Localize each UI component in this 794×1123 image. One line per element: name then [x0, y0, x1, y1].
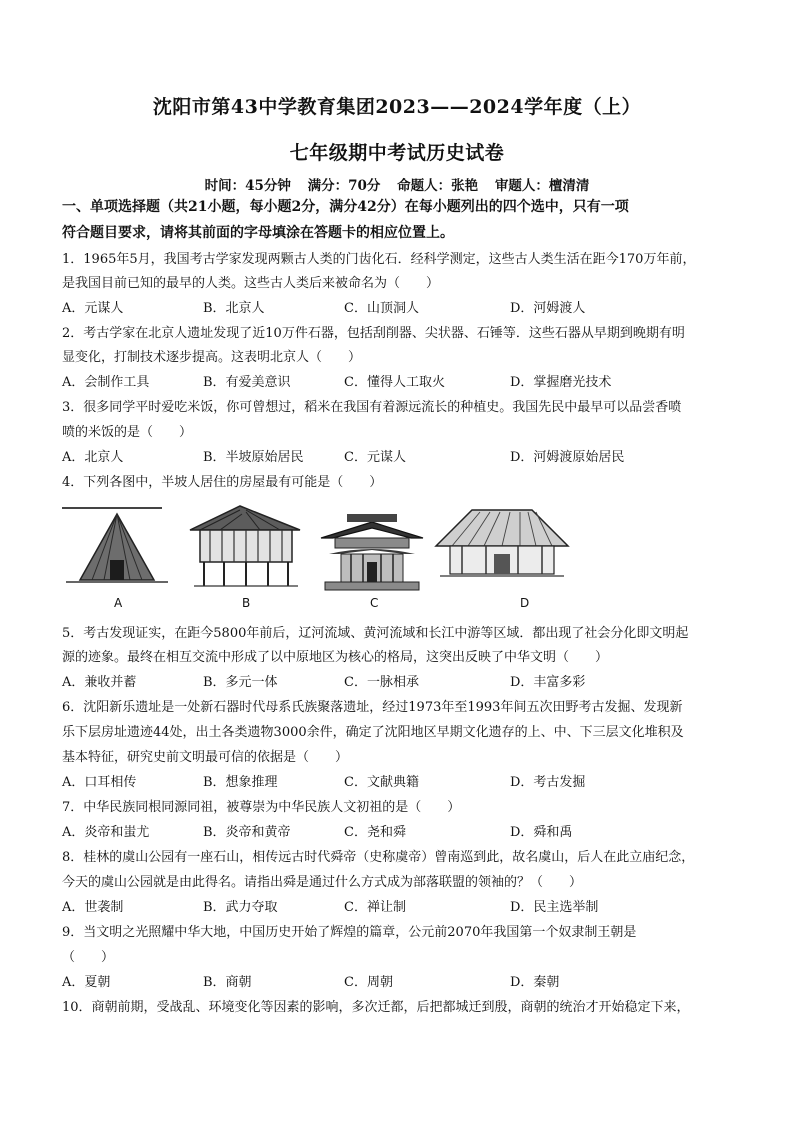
option-b[interactable]: B．武力夺取	[203, 900, 278, 915]
figure-label-b: B	[242, 596, 251, 610]
question-9-line2: （ ）	[62, 950, 115, 965]
exam-title-line1: 沈阳市第43中学教育集团2023——2024学年度（上）	[152, 96, 642, 118]
question-2-options	[62, 370, 742, 395]
exam-time: 时间：45分钟	[204, 178, 291, 194]
exam-author: 命题人：张艳	[397, 178, 479, 194]
option-a[interactable]: A．夏朝	[62, 975, 111, 990]
question-4-line1: 4．下列各图中，半坡人居住的房屋最有可能是（ ）	[62, 475, 383, 490]
option-b[interactable]: B．想象推理	[203, 775, 278, 790]
option-d[interactable]: D．秦朝	[510, 975, 560, 990]
option-b[interactable]: B．商朝	[203, 975, 252, 990]
house-c-image[interactable]	[317, 504, 427, 596]
option-c[interactable]: C．文献典籍	[344, 775, 419, 790]
option-c[interactable]: C．山顶洞人	[344, 301, 419, 316]
section-heading-line1: 一、单项选择题（共21小题，每小题2分，满分42分）在每小题列出的四个选中，只有一项	[62, 199, 629, 215]
figure-label-d: D	[520, 596, 530, 610]
option-a[interactable]: A．会制作工具	[62, 375, 150, 390]
option-c[interactable]: C．禅让制	[344, 900, 406, 915]
question-6-line2: 乐下层房址遗迹44处，出土各类遗物3000余件，确定了沈阳地区早期文化遗存的上、中、下三层文化堆积及	[62, 725, 684, 740]
question-5-line2: 源的迹象。最终在相互交流中形成了以中原地区为核心的格局，这突出反映了中华文明（ ）	[62, 650, 609, 665]
option-b[interactable]: B．炎帝和黄帝	[203, 825, 291, 840]
option-b[interactable]: B．半坡原始居民	[203, 450, 304, 465]
option-d[interactable]: D．掌握磨光技术	[510, 375, 612, 390]
house-d-image[interactable]	[432, 500, 572, 592]
option-c[interactable]: C．一脉相承	[344, 675, 419, 690]
question-7-options	[62, 820, 742, 845]
question-1-options	[62, 296, 742, 321]
option-a[interactable]: A．口耳相传	[62, 775, 137, 790]
question-8-line2: 今天的虞山公园就是由此得名。请指出舜是通过什么方式成为部落联盟的领袖的？（ ）	[62, 875, 583, 890]
option-d[interactable]: D．河姆渡人	[510, 301, 586, 316]
option-a[interactable]: A．兼收并蓄	[62, 675, 137, 690]
option-d[interactable]: D．舜和禹	[510, 825, 573, 840]
question-9-line1: 9．当文明之光照耀中华大地，中国历史开始了辉煌的篇章，公元前2070年我国第一个奴隶制王朝是	[62, 925, 637, 940]
question-8-line1: 8．桂林的虞山公园有一座石山，相传远古时代舜帝（史称虞帝）曾南巡到此，故名虞山，后人在此立庙纪念，	[62, 850, 695, 865]
exam-reviewer: 审题人：檀清清	[494, 178, 590, 194]
question-1-line2: 是我国目前已知的最早的人类。这些古人类后来被命名为（ ）	[62, 276, 440, 291]
question-6-options	[62, 770, 742, 795]
option-c[interactable]: C．尧和舜	[344, 825, 406, 840]
option-b[interactable]: B．多元一体	[203, 675, 278, 690]
option-a[interactable]: A．北京人	[62, 450, 124, 465]
exam-meta	[0, 174, 794, 194]
option-d[interactable]: D．考古发掘	[510, 775, 586, 790]
option-a[interactable]: A．元谋人	[62, 301, 124, 316]
question-8-options	[62, 895, 742, 920]
question-6-line3: 基本特征，研究史前文明最可信的依据是（ ）	[62, 750, 349, 765]
exam-title-line2: 七年级期中考试历史试卷	[289, 142, 505, 164]
question-2-line1: 2．考古学家在北京人遗址发现了近10万件石器，包括刮削器、尖状器、石锤等．这些石器从早期到晚期有明	[62, 326, 685, 341]
house-figures	[62, 500, 622, 618]
house-a-image[interactable]	[62, 502, 172, 594]
house-b-image[interactable]	[180, 500, 310, 592]
option-b[interactable]: B．有爱美意识	[203, 375, 291, 390]
question-6-line1: 6．沈阳新乐遗址是一处新石器时代母系氏族聚落遗址，经过1973年至1993年间五次田野考古发掘、发现新	[62, 700, 683, 715]
option-c[interactable]: C．元谋人	[344, 450, 406, 465]
question-5-line1: 5．考古发现证实，在距今5800年前后，辽河流域、黄河流域和长江中游等区域．都出现了社会分化即文明起	[62, 626, 689, 641]
figure-label-c: C	[370, 596, 379, 610]
option-d[interactable]: D．丰富多彩	[510, 675, 586, 690]
option-c[interactable]: C．懂得人工取火	[344, 375, 445, 390]
question-3-line2: 喷的米饭的是（ ）	[62, 425, 193, 440]
question-3-line1: 3．很多同学平时爱吃米饭，你可曾想过，稻米在我国有着源远流长的种植史。我国先民中最早可以品尝香喷	[62, 400, 682, 415]
question-7-line1: 7．中华民族同根同源同祖，被尊崇为中华民族人文初祖的是（ ）	[62, 800, 461, 815]
question-1-line1: 1．1965年5月，我国考古学家发现两颗古人类的门齿化石．经科学测定，这些古人类生活在距今170万年前，	[62, 252, 696, 267]
question-2-line2: 显变化，打制技术逐步提高。这表明北京人（ ）	[62, 350, 362, 365]
option-c[interactable]: C．周朝	[344, 975, 393, 990]
option-a[interactable]: A．世袭制	[62, 900, 124, 915]
question-5-options	[62, 670, 742, 695]
option-d[interactable]: D．河姆渡原始居民	[510, 450, 625, 465]
question-10-line1: 10．商朝前期，受战乱、环境变化等因素的影响，多次迁都，后把都城迁到殷，商朝的统治才开始稳定下来，	[62, 1000, 690, 1015]
option-d[interactable]: D．民主选举制	[510, 900, 599, 915]
figure-label-a: A	[114, 596, 123, 610]
option-b[interactable]: B．北京人	[203, 301, 265, 316]
section-heading-line2: 符合题目要求，请将其前面的字母填涂在答题卡的相应位置上。	[62, 225, 454, 241]
exam-score: 满分：70分	[307, 178, 381, 194]
question-9-options	[62, 970, 742, 995]
question-3-options	[62, 445, 742, 470]
option-a[interactable]: A．炎帝和蚩尤	[62, 825, 150, 840]
